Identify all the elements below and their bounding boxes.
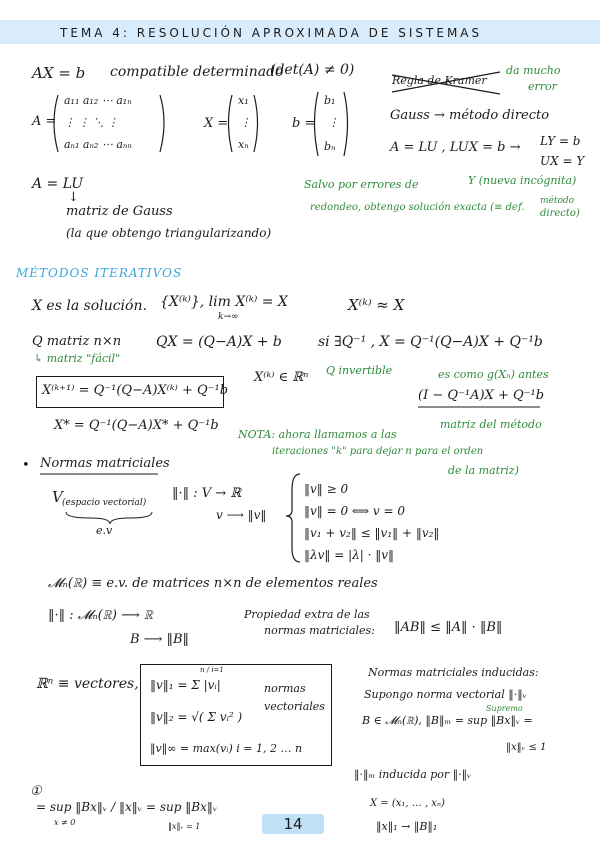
bullet-point: • <box>22 458 30 473</box>
norm-property: ‖v₁ + v₂‖ ≤ ‖v₁‖ + ‖v₂‖ <box>304 526 440 540</box>
system-equation: AX = b <box>32 64 86 82</box>
nota-line: NOTA: ahora llamamos a las <box>238 428 397 441</box>
ev-label: e.v <box>96 524 113 537</box>
easy-matrix-note: ↳ matriz "fácil" <box>34 352 121 365</box>
norm-two: ‖v‖₂ = √( Σ vᵢ² ) <box>150 710 243 724</box>
supremum-equality: = sup ‖Bx‖ᵥ / ‖x‖ᵥ = sup ‖Bx‖ᵥ <box>36 800 218 814</box>
supremum-note: Supremo <box>486 704 523 713</box>
induced-by-note: ‖·‖ₘ inducida por ‖·‖ᵥ <box>354 768 472 781</box>
gauss-matrix-note: matriz de Gauss <box>66 204 173 219</box>
vector-space-note: (espacio vectorial) <box>62 498 147 508</box>
section-title-iterative: MÉTODOS ITERATIVOS <box>16 266 183 280</box>
matrix-a-row: a₁₁ a₁₂ ⋯ a₁ₙ <box>64 94 132 107</box>
vector-b-label: b = <box>292 116 316 131</box>
approximation: X⁽ᵏ⁾ ≈ X <box>348 296 405 314</box>
qx-equation: QX = (Q−A)X + b <box>156 334 282 350</box>
vector-x-row: x₁ <box>238 94 249 107</box>
ly-equation: LY = b <box>540 134 581 148</box>
submultiplicative-ineq: ‖AB‖ ≤ ‖A‖ · ‖B‖ <box>394 620 503 635</box>
norm-property: ‖v‖ = 0 ⟺ v = 0 <box>304 504 406 518</box>
matrix-space-def: 𝓜ₙ(ℝ) ≡ e.v. de matrices n×n de elementos reales <box>48 576 378 591</box>
extra-property: Propiedad extra de las <box>244 608 370 621</box>
q-invertible-note: Q invertible <box>326 364 393 377</box>
norm-infinity: ‖v‖∞ = max(vᵢ) i = 1, 2 … n <box>150 742 303 755</box>
like-g-note: es como g(Xₙ) antes <box>438 368 549 381</box>
fixed-point-equation: X* = Q⁻¹(Q−A)X* + Q⁻¹b <box>54 418 219 433</box>
matrix-norm-map: B ⟶ ‖B‖ <box>130 632 190 647</box>
rounding-note: redondeo, obtengo solución exacta (≡ def. <box>310 202 525 213</box>
method-matrix-note: matriz del método <box>440 418 542 431</box>
vector-x-row: ⋮ <box>240 116 251 129</box>
direct-method-note: directo) <box>540 208 580 219</box>
vector-norms-label: normas <box>264 682 306 695</box>
compatible-label: compatible determinado <box>110 64 284 80</box>
matrix-a-row: ⋮ ⋮ ⋱ ⋮ <box>64 116 119 129</box>
section-title-norms: Normas matriciales <box>40 456 170 471</box>
vector-b-row: b₁ <box>324 94 336 107</box>
iteration-formula: X⁽ᵏ⁺¹⁾ = Q⁻¹(Q−A)X⁽ᵏ⁾ + Q⁻¹b <box>42 383 229 398</box>
rounding-note: Salvo por errores de <box>304 178 419 191</box>
vector-norms-label: vectoriales <box>264 700 325 713</box>
down-arrow-icon: ↓ <box>68 190 79 205</box>
xk-in-rn: X⁽ᵏ⁾ ∈ ℝⁿ <box>254 370 309 385</box>
gauss-direct-method: Gauss → método directo <box>390 108 550 123</box>
vector-x-label: X = <box>204 116 229 131</box>
triangular-note: (la que obtengo triangularizando) <box>66 226 272 240</box>
cramer-rule: Regla de Kramer <box>392 74 487 87</box>
page-number: 14 <box>262 814 324 834</box>
rn-vectors: ℝⁿ ≡ vectores, <box>36 676 139 692</box>
cramer-error-note: da mucho <box>506 64 561 77</box>
nota-line: iteraciones "k" para dejar n para el orden <box>272 446 484 457</box>
circle-one-icon: ① <box>30 784 42 799</box>
supremum-subscript: x ≠ 0 <box>54 818 76 827</box>
nota-line: de la matriz) <box>448 464 519 477</box>
q-matrix: Q matriz n×n <box>32 334 122 349</box>
supremum-subscript: ‖x‖ᵥ = 1 <box>168 822 201 831</box>
matrix-a-label: A = <box>32 114 57 129</box>
matrix-norm-map: ‖·‖ : 𝓜ₙ(ℝ) ⟶ ℝ <box>48 608 154 623</box>
induced-norms-title: Normas matriciales inducidas: <box>368 666 539 679</box>
norm-property: ‖λv‖ = |λ| · ‖v‖ <box>304 548 394 562</box>
extra-property: normas matriciales: <box>264 624 375 637</box>
norm-map: v ⟶ ‖v‖ <box>216 508 267 522</box>
norm-one: ‖v‖₁ = Σ |vᵢ| <box>150 678 221 692</box>
iteration-matrix-expr: (I − Q⁻¹A)X + Q⁻¹b <box>418 388 545 403</box>
induced-norms-constraint: ‖x‖ᵥ ≤ 1 <box>506 742 547 753</box>
lu-decomposition: A = LU <box>32 176 84 192</box>
ux-equation: UX = Y <box>540 154 585 168</box>
matrix-a-row: aₙ₁ aₙ₂ ⋯ aₙₙ <box>64 138 132 151</box>
limit-subscript: k→∞ <box>218 312 239 322</box>
vector-x-row: xₙ <box>238 138 249 151</box>
direct-method-note: método <box>540 196 575 206</box>
fixed-point-form: si ∃Q⁻¹ , X = Q⁻¹(Q−A)X + Q⁻¹b <box>318 334 543 350</box>
lu-system: A = LU , LUX = b → <box>390 140 521 155</box>
induced-norms-line: Supongo norma vectorial ‖·‖ᵥ <box>364 688 527 701</box>
sequence-limit: {X⁽ᵏ⁾}, lim X⁽ᵏ⁾ = X <box>160 294 288 310</box>
vector-b-row: ⋮ <box>328 116 339 129</box>
page-title: TEMA 4: RESOLUCIÓN APROXIMADA DE SISTEMAS <box>60 26 483 40</box>
vector-b-row: bₙ <box>324 140 336 153</box>
induced-norms-line: B ∈ 𝓜ₙ(ℝ), ‖B‖ₘ = sup ‖Bx‖ᵥ = <box>362 714 533 727</box>
norm-map: ‖·‖ : V → ℝ <box>172 486 242 501</box>
new-unknown-note: Y (nueva incógnita) <box>468 174 577 187</box>
sum-limits: n / i=1 <box>200 666 224 674</box>
cramer-error-note: error <box>528 80 557 93</box>
x-vector: X = (x₁, … , xₙ) <box>370 798 445 809</box>
solution-statement: X es la solución. <box>32 298 147 314</box>
vector-space-v: V <box>52 488 63 506</box>
norm-property: ‖v‖ ≥ 0 <box>304 482 349 496</box>
x-norm-one: ‖x‖₁ → ‖B‖₁ <box>376 820 438 833</box>
det-condition: (det(A) ≠ 0) <box>270 62 355 78</box>
